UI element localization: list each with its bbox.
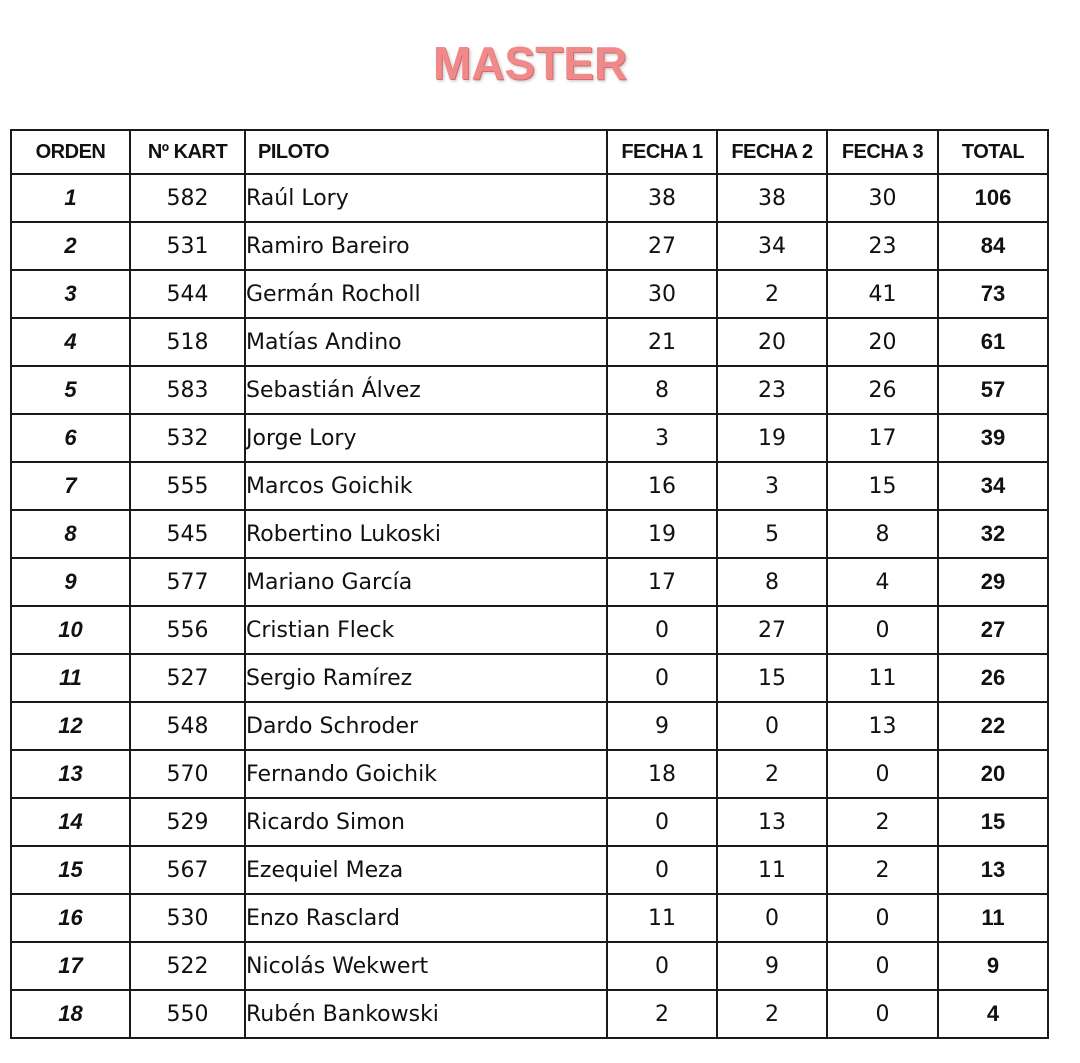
cell-total: 13 xyxy=(938,846,1048,894)
cell-fecha-1: 0 xyxy=(607,942,717,990)
table-row xyxy=(11,462,1048,510)
column-header-fecha-2: FECHA 2 xyxy=(717,130,827,174)
cell-orden: 14 xyxy=(11,798,130,846)
cell-fecha-1: 0 xyxy=(607,798,717,846)
cell-kart: 531 xyxy=(130,222,245,270)
cell-fecha-3: 8 xyxy=(827,510,938,558)
cell-kart: 544 xyxy=(130,270,245,318)
cell-fecha-1: 19 xyxy=(607,510,717,558)
column-header-total: TOTAL xyxy=(938,130,1048,174)
cell-total: 84 xyxy=(938,222,1048,270)
cell-kart: 577 xyxy=(130,558,245,606)
cell-orden: 2 xyxy=(11,222,130,270)
cell-fecha-2: 9 xyxy=(717,942,827,990)
cell-piloto: Fernando Goichik xyxy=(245,750,607,798)
cell-fecha-1: 3 xyxy=(607,414,717,462)
column-header-fecha-1: FECHA 1 xyxy=(607,130,717,174)
cell-fecha-2: 20 xyxy=(717,318,827,366)
cell-fecha-1: 0 xyxy=(607,846,717,894)
cell-piloto: Raúl Lory xyxy=(245,174,607,222)
cell-fecha-1: 18 xyxy=(607,750,717,798)
header-row xyxy=(11,130,1048,174)
cell-fecha-3: 4 xyxy=(827,558,938,606)
cell-fecha-3: 23 xyxy=(827,222,938,270)
cell-orden: 9 xyxy=(11,558,130,606)
cell-kart: 522 xyxy=(130,942,245,990)
standings-table xyxy=(10,129,1049,1039)
table-row xyxy=(11,654,1048,702)
cell-piloto: Mariano García xyxy=(245,558,607,606)
cell-orden: 18 xyxy=(11,990,130,1038)
cell-piloto: Jorge Lory xyxy=(245,414,607,462)
cell-orden: 17 xyxy=(11,942,130,990)
cell-orden: 4 xyxy=(11,318,130,366)
cell-kart: 518 xyxy=(130,318,245,366)
cell-total: 34 xyxy=(938,462,1048,510)
cell-kart: 530 xyxy=(130,894,245,942)
cell-fecha-2: 5 xyxy=(717,510,827,558)
column-header-fecha-3: FECHA 3 xyxy=(827,130,938,174)
table-row xyxy=(11,270,1048,318)
cell-fecha-3: 30 xyxy=(827,174,938,222)
cell-piloto: Robertino Lukoski xyxy=(245,510,607,558)
cell-orden: 10 xyxy=(11,606,130,654)
cell-piloto: Matías Andino xyxy=(245,318,607,366)
cell-fecha-1: 8 xyxy=(607,366,717,414)
cell-fecha-3: 0 xyxy=(827,750,938,798)
cell-fecha-2: 23 xyxy=(717,366,827,414)
table-row xyxy=(11,606,1048,654)
table-row xyxy=(11,942,1048,990)
cell-fecha-1: 0 xyxy=(607,654,717,702)
cell-piloto: Cristian Fleck xyxy=(245,606,607,654)
cell-kart: 555 xyxy=(130,462,245,510)
table-row xyxy=(11,702,1048,750)
cell-total: 27 xyxy=(938,606,1048,654)
column-header-orden: ORDEN xyxy=(11,130,130,174)
cell-total: 4 xyxy=(938,990,1048,1038)
cell-piloto: Nicolás Wekwert xyxy=(245,942,607,990)
cell-piloto: Rubén Bankowski xyxy=(245,990,607,1038)
cell-fecha-3: 0 xyxy=(827,606,938,654)
cell-fecha-3: 2 xyxy=(827,846,938,894)
cell-fecha-1: 9 xyxy=(607,702,717,750)
cell-fecha-3: 26 xyxy=(827,366,938,414)
column-header-kart: Nº KART xyxy=(130,130,245,174)
cell-piloto: Ricardo Simon xyxy=(245,798,607,846)
table-row xyxy=(11,558,1048,606)
cell-orden: 7 xyxy=(11,462,130,510)
cell-fecha-1: 21 xyxy=(607,318,717,366)
cell-fecha-2: 2 xyxy=(717,270,827,318)
cell-total: 61 xyxy=(938,318,1048,366)
cell-fecha-3: 0 xyxy=(827,990,938,1038)
cell-total: 9 xyxy=(938,942,1048,990)
cell-kart: 570 xyxy=(130,750,245,798)
cell-fecha-1: 11 xyxy=(607,894,717,942)
cell-fecha-2: 13 xyxy=(717,798,827,846)
table-row xyxy=(11,510,1048,558)
cell-fecha-1: 0 xyxy=(607,606,717,654)
cell-total: 57 xyxy=(938,366,1048,414)
table-row xyxy=(11,366,1048,414)
table-row xyxy=(11,414,1048,462)
cell-fecha-2: 0 xyxy=(717,702,827,750)
cell-fecha-2: 2 xyxy=(717,990,827,1038)
table-row xyxy=(11,990,1048,1038)
cell-fecha-3: 41 xyxy=(827,270,938,318)
cell-piloto: Enzo Rasclard xyxy=(245,894,607,942)
cell-kart: 548 xyxy=(130,702,245,750)
cell-kart: 582 xyxy=(130,174,245,222)
table-row xyxy=(11,318,1048,366)
cell-fecha-3: 15 xyxy=(827,462,938,510)
cell-fecha-2: 19 xyxy=(717,414,827,462)
cell-orden: 1 xyxy=(11,174,130,222)
cell-total: 39 xyxy=(938,414,1048,462)
cell-fecha-3: 2 xyxy=(827,798,938,846)
cell-fecha-2: 27 xyxy=(717,606,827,654)
cell-orden: 16 xyxy=(11,894,130,942)
cell-orden: 8 xyxy=(11,510,130,558)
cell-fecha-3: 0 xyxy=(827,894,938,942)
cell-orden: 5 xyxy=(11,366,130,414)
cell-kart: 545 xyxy=(130,510,245,558)
cell-total: 15 xyxy=(938,798,1048,846)
cell-fecha-3: 0 xyxy=(827,942,938,990)
cell-fecha-2: 11 xyxy=(717,846,827,894)
cell-fecha-2: 2 xyxy=(717,750,827,798)
cell-fecha-2: 0 xyxy=(717,894,827,942)
cell-piloto: Ramiro Bareiro xyxy=(245,222,607,270)
cell-total: 73 xyxy=(938,270,1048,318)
cell-fecha-2: 34 xyxy=(717,222,827,270)
cell-fecha-1: 2 xyxy=(607,990,717,1038)
table-row xyxy=(11,894,1048,942)
cell-total: 106 xyxy=(938,174,1048,222)
cell-kart: 556 xyxy=(130,606,245,654)
cell-kart: 532 xyxy=(130,414,245,462)
cell-piloto: Ezequiel Meza xyxy=(245,846,607,894)
cell-piloto: Marcos Goichik xyxy=(245,462,607,510)
cell-total: 29 xyxy=(938,558,1048,606)
cell-piloto: Sebastián Álvez xyxy=(245,366,607,414)
table-body xyxy=(11,174,1048,1038)
column-header-piloto: PILOTO xyxy=(245,130,607,174)
cell-fecha-2: 38 xyxy=(717,174,827,222)
cell-total: 11 xyxy=(938,894,1048,942)
cell-fecha-1: 16 xyxy=(607,462,717,510)
cell-kart: 529 xyxy=(130,798,245,846)
cell-orden: 11 xyxy=(11,654,130,702)
table-row xyxy=(11,798,1048,846)
cell-orden: 13 xyxy=(11,750,130,798)
cell-total: 20 xyxy=(938,750,1048,798)
cell-total: 32 xyxy=(938,510,1048,558)
table-row xyxy=(11,750,1048,798)
cell-kart: 550 xyxy=(130,990,245,1038)
cell-kart: 527 xyxy=(130,654,245,702)
table-row xyxy=(11,222,1048,270)
cell-fecha-1: 30 xyxy=(607,270,717,318)
table-row xyxy=(11,846,1048,894)
cell-fecha-3: 11 xyxy=(827,654,938,702)
cell-orden: 15 xyxy=(11,846,130,894)
cell-total: 22 xyxy=(938,702,1048,750)
page-title: MASTER xyxy=(432,37,628,89)
cell-orden: 12 xyxy=(11,702,130,750)
cell-piloto: Germán Rocholl xyxy=(245,270,607,318)
cell-fecha-3: 13 xyxy=(827,702,938,750)
cell-kart: 567 xyxy=(130,846,245,894)
cell-fecha-2: 15 xyxy=(717,654,827,702)
cell-fecha-1: 17 xyxy=(607,558,717,606)
cell-fecha-2: 8 xyxy=(717,558,827,606)
cell-orden: 6 xyxy=(11,414,130,462)
cell-kart: 583 xyxy=(130,366,245,414)
cell-fecha-1: 38 xyxy=(607,174,717,222)
cell-fecha-3: 20 xyxy=(827,318,938,366)
table-row xyxy=(11,174,1048,222)
cell-orden: 3 xyxy=(11,270,130,318)
cell-fecha-1: 27 xyxy=(607,222,717,270)
cell-piloto: Sergio Ramírez xyxy=(245,654,607,702)
cell-fecha-3: 17 xyxy=(827,414,938,462)
cell-piloto: Dardo Schroder xyxy=(245,702,607,750)
cell-total: 26 xyxy=(938,654,1048,702)
cell-fecha-2: 3 xyxy=(717,462,827,510)
